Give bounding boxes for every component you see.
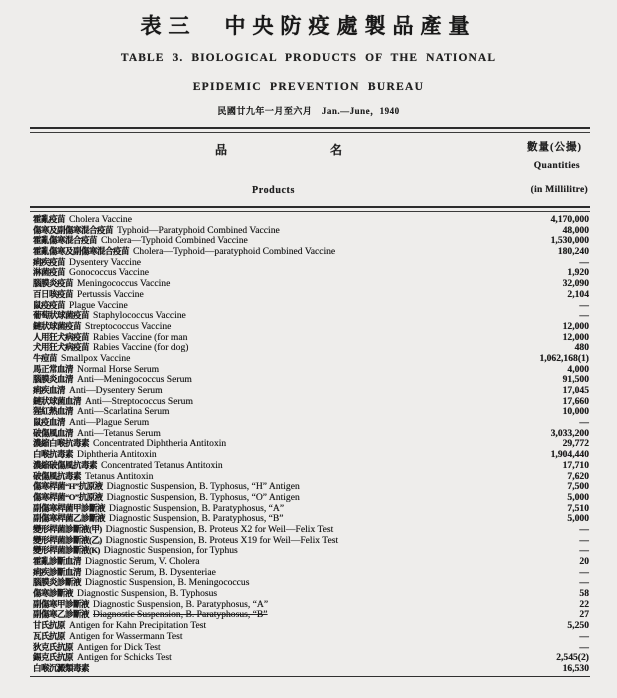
product-name-chinese: 猩紅熱血清 <box>33 406 74 417</box>
quantity-value: 1,062,168(1) <box>539 352 589 364</box>
product-name-chinese: 牛痘苗 <box>33 352 58 363</box>
page-title-english-line2: EPIDEMIC PREVENTION BUREAU <box>192 81 425 93</box>
table-bottom-rule <box>30 676 590 677</box>
product-name-english: Anti—Meningococcus Serum <box>77 374 192 386</box>
product-name-english: Diagnostic Suspension, B. Meningococcus <box>85 577 250 589</box>
quantity-value: 7,510 <box>567 502 589 514</box>
product-name-chinese: 變形桿菌診斷液(乙) <box>33 534 102 545</box>
quantity-value: — <box>579 641 589 653</box>
product-name-english: Anti—Scarlatina Serum <box>77 406 170 418</box>
quantity-value: — <box>579 299 589 311</box>
product-name-chinese: 霍亂傷寒及副傷寒混合疫苗 <box>33 246 130 257</box>
quantity-value: — <box>579 566 589 578</box>
product-name-english: Plague Vaccine <box>69 299 128 311</box>
table-row <box>33 631 589 642</box>
product-name-english: Diagnostic Suspension, for Typhus <box>103 545 238 557</box>
product-name-english: Smallpox Vaccine <box>61 352 131 364</box>
product-name-english: Diagnostic Suspension, B. Typhosus, “H” Antigen <box>106 481 300 493</box>
quantity-value: 4,000 <box>567 363 589 375</box>
product-name-english: Staphylococcus Vaccine <box>93 310 186 322</box>
product-name-english: Dysentery Vaccine <box>69 256 142 268</box>
table-row <box>33 396 589 407</box>
table-row <box>33 257 589 268</box>
quantity-value: 4,170,000 <box>550 214 589 225</box>
quantity-value: 2,545(2) <box>556 652 589 664</box>
column-header-quantities: Quantities <box>533 161 580 171</box>
product-name-chinese: 鼠疫血清 <box>33 417 66 428</box>
table-row <box>33 332 589 343</box>
table-row <box>33 246 589 257</box>
product-name-chinese: 甘氏抗原 <box>33 620 66 631</box>
product-name-english: Anti—Streptococcus Serum <box>85 395 193 407</box>
table-column-headers <box>30 133 590 207</box>
quantity-value: — <box>579 523 589 535</box>
product-name-chinese: 百日咳疫苗 <box>33 288 74 299</box>
product-name-english: Diagnostic Suspension, B. Paratyphosus, “B” <box>93 609 268 621</box>
quantity-value: 48,000 <box>562 224 589 236</box>
product-name-english: Pertussis Vaccine <box>77 288 144 300</box>
product-name-chinese: 破傷風抗毒素 <box>33 470 82 481</box>
table-row <box>33 620 589 631</box>
table-row <box>33 225 589 236</box>
table-row <box>33 471 589 482</box>
quantity-value: — <box>579 577 589 589</box>
table-row <box>33 535 589 546</box>
product-name-english: Streptococcus Vaccine <box>85 320 172 332</box>
product-name-chinese: 副傷寒桿菌甲診斷液 <box>33 502 106 513</box>
table-row <box>33 310 589 321</box>
product-name-chinese: 副傷寒甲診斷液 <box>33 598 90 609</box>
table-row <box>33 417 589 428</box>
page-title-english-line1: TABLE 3. BIOLOGICAL PRODUCTS OF THE NATIONAL <box>120 52 497 64</box>
product-name-chinese: 鏈狀球菌疫苗 <box>33 320 82 331</box>
product-name-chinese: 痢疾疫苗 <box>33 256 66 267</box>
table-row <box>33 289 589 300</box>
product-name-chinese: 霍亂疫苗 <box>33 214 66 224</box>
quantity-value: 91,500 <box>562 374 589 386</box>
column-header-millilitre: (in Millilitre) <box>530 185 588 195</box>
quantity-value: 180,240 <box>557 246 589 258</box>
product-name-chinese: 馬正常血清 <box>33 363 74 374</box>
product-name-chinese: 痢疾血清 <box>33 385 66 395</box>
table-row <box>33 300 589 311</box>
table-row <box>33 278 589 289</box>
table-row <box>33 342 589 353</box>
column-header-quantity-zh: 數量(公撮) <box>527 142 582 153</box>
product-name-chinese: 瓦氏抗原 <box>33 630 66 641</box>
table-row <box>33 321 589 332</box>
quantity-value: — <box>579 417 589 429</box>
product-name-chinese: 變形桿菌診斷液(甲) <box>33 523 102 534</box>
column-header-products: Products <box>252 185 295 196</box>
table-row <box>33 609 589 620</box>
product-name-chinese: 葡萄狀球菌疫苗 <box>33 310 90 321</box>
table-row <box>33 385 589 396</box>
quantity-value: 2,104 <box>567 288 589 300</box>
table-row <box>33 513 589 524</box>
quantity-value: 1,530,000 <box>550 235 589 247</box>
product-name-chinese: 人用狂犬病疫苗 <box>33 331 90 342</box>
table-row <box>33 567 589 578</box>
product-name-chinese: 副傷寒乙診斷液 <box>33 609 90 620</box>
table-row <box>33 503 589 514</box>
quantity-value: — <box>579 545 589 557</box>
quantity-value: — <box>579 630 589 642</box>
product-name-chinese: 錫克氏抗原 <box>33 652 74 663</box>
product-name-chinese: 鏈狀球菌血清 <box>33 395 82 406</box>
table-row <box>33 449 589 460</box>
quantity-value: 1,904,440 <box>550 449 589 461</box>
product-name-chinese: 腦膜炎疫苗 <box>33 278 74 289</box>
product-name-chinese: 霍亂傷寒混合疫苗 <box>33 235 98 246</box>
product-name-chinese: 腦膜炎診斷液 <box>33 577 82 588</box>
table-row <box>33 524 589 535</box>
product-name-chinese: 變形桿菌診斷液(K) <box>33 545 100 556</box>
product-name-english: Diagnostic Suspension, B. Paratyphosus, “B” <box>109 513 284 525</box>
quantity-value: 16,530 <box>562 662 589 674</box>
product-name-chinese: 白喉沉澱類毒素 <box>33 662 90 673</box>
quantity-value: 480 <box>574 342 589 354</box>
product-name-english: Cholera—Typhoid Combined Vaccine <box>101 235 248 247</box>
table-row <box>33 235 589 246</box>
table-row <box>33 577 589 588</box>
quantity-value: — <box>579 310 589 322</box>
product-name-english: Anti—Plague Serum <box>69 417 150 429</box>
quantity-value: 17,710 <box>562 459 589 471</box>
page-title-chinese: 表三 中央防疫處製品產量 <box>140 14 477 38</box>
product-name-chinese: 霍亂診斷血清 <box>33 556 82 566</box>
table-row <box>33 267 589 278</box>
product-name-english: Cholera Vaccine <box>69 214 132 225</box>
quantity-value: 7,500 <box>567 481 589 493</box>
product-name-english: Rabies Vaccine (for man <box>93 331 188 343</box>
product-name-english: Normal Horse Serum <box>77 363 160 375</box>
table-row <box>33 652 589 663</box>
table-body <box>33 214 589 674</box>
product-name-english: Meningococcus Vaccine <box>77 278 171 290</box>
quantity-value: 5,000 <box>567 491 589 503</box>
quantity-value: 22 <box>579 598 589 610</box>
product-name-english: Concentrated Tetanus Antitoxin <box>101 459 223 471</box>
table-row <box>33 481 589 492</box>
product-name-english: Anti—Dysentery Serum <box>69 385 163 396</box>
product-name-english: Diagnostic Suspension, B. Typhosus, “O” Antigen <box>106 491 300 503</box>
table-row <box>33 406 589 417</box>
table-header-rule <box>30 206 590 212</box>
table-row <box>33 460 589 471</box>
table-row <box>33 556 589 567</box>
quantity-value: 29,772 <box>562 438 589 450</box>
table-row <box>33 374 589 385</box>
quantity-value: 5,000 <box>567 513 589 525</box>
quantity-value: 27 <box>579 609 589 621</box>
product-name-chinese: 濃縮破傷風抗毒素 <box>33 459 98 470</box>
product-name-english: Diagnostic Suspension, B. Paratyphosus, “A” <box>93 598 269 610</box>
table-row <box>33 599 589 610</box>
quantity-value: 17,045 <box>562 385 589 396</box>
product-name-english: Cholera—Typhoid—paratyphoid Combined Vaccine <box>133 246 336 258</box>
product-name-english: Antigen for Schicks Test <box>77 652 172 664</box>
product-name-chinese: 傷寒桿菌“O”抗原液 <box>33 491 103 502</box>
product-name-english: Antigen for Kahn Precipitation Test <box>69 620 207 632</box>
product-name-chinese: 腦膜炎血清 <box>33 374 74 385</box>
product-name-english: Diagnostic Suspension, B. Typhosus <box>77 588 218 600</box>
quantity-value: 17,660 <box>562 395 589 407</box>
quantity-value: 1,920 <box>567 267 589 279</box>
column-header-product-zh-right: 名 <box>330 143 343 157</box>
product-name-chinese: 鼠疫疫苗 <box>33 299 66 310</box>
quantity-value: 3,033,200 <box>550 427 589 439</box>
table-row <box>33 428 589 439</box>
product-name-english: Tetanus Antitoxin <box>85 470 154 482</box>
quantity-value: 5,250 <box>567 620 589 632</box>
table-row <box>33 214 589 225</box>
product-name-chinese: 傷寒桿菌“H”抗原液 <box>33 481 103 492</box>
product-name-english: Antigen for Dick Test <box>77 641 161 653</box>
product-name-english: Diagnostic Serum, B. Dysenteriae <box>85 566 216 578</box>
product-name-english: Diagnostic Serum, V. Cholera <box>85 556 200 567</box>
quantity-value: 7,620 <box>567 470 589 482</box>
product-name-english: Diphtheria Antitoxin <box>77 449 157 461</box>
product-name-english: Gonococcus Vaccine <box>69 267 150 279</box>
quantity-value: 58 <box>579 588 589 600</box>
product-name-chinese: 傷寒及副傷寒混合疫苗 <box>33 224 114 235</box>
table-row <box>33 545 589 556</box>
product-name-chinese: 狄克氏抗原 <box>33 641 74 652</box>
product-name-chinese: 破傷風血清 <box>33 427 74 438</box>
product-name-english: Diagnostic Suspension, B. Proteus X2 for Weil—Felix Test <box>105 523 334 535</box>
quantity-value: 12,000 <box>562 331 589 343</box>
table-row <box>33 492 589 503</box>
product-name-chinese: 淋菌疫苗 <box>33 267 66 278</box>
table-row <box>33 364 589 375</box>
product-name-english: Anti—Tetanus Serum <box>77 427 161 439</box>
table-row <box>33 588 589 599</box>
product-name-chinese: 傷寒診斷液 <box>33 588 74 599</box>
table-row <box>33 438 589 449</box>
product-name-english: Antigen for Wassermann Test <box>69 630 183 642</box>
quantity-value: — <box>579 256 589 268</box>
table-row <box>33 353 589 364</box>
quantity-value: 10,000 <box>562 406 589 418</box>
product-name-chinese: 犬用狂犬病疫苗 <box>33 342 90 353</box>
table-row <box>33 663 589 674</box>
product-name-english: Concentrated Diphtheria Antitoxin <box>93 438 227 450</box>
quantity-value: 12,000 <box>562 320 589 332</box>
quantity-value: 32,090 <box>562 278 589 290</box>
product-name-english: Diagnostic Suspension, B. Paratyphosus, “A” <box>109 502 285 514</box>
quantity-value: 20 <box>579 556 589 567</box>
column-header-product-zh-left: 品 <box>215 143 228 157</box>
quantity-value: — <box>579 534 589 546</box>
table-row <box>33 642 589 653</box>
product-name-english: Typhoid—Paratyphoid Combined Vaccine <box>117 224 280 236</box>
product-name-chinese: 白喉抗毒素 <box>33 449 74 460</box>
product-name-chinese: 濃縮白喉抗毒素 <box>33 438 90 449</box>
product-name-english: Rabies Vaccine (for dog) <box>93 342 189 354</box>
date-range-line: 民國廿九年一月至六月 Jan.—June，1940 <box>217 106 400 116</box>
product-name-chinese: 痢疾診斷血清 <box>33 566 82 577</box>
product-name-english: Diagnostic Suspension, B. Proteus X19 for Weil—Felix Test <box>105 534 339 546</box>
product-name-chinese: 副傷寒桿菌乙診斷液 <box>33 513 106 524</box>
